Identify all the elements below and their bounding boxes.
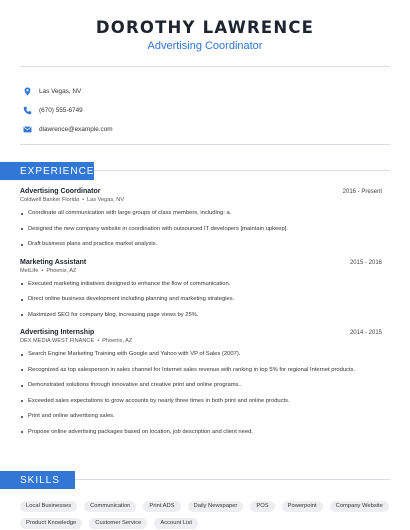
skills-list (20, 501, 390, 529)
job-dates: 2016 - Present (342, 189, 382, 195)
envelope-icon (23, 125, 32, 134)
contact-phone (20, 101, 390, 120)
phone-icon (23, 106, 32, 115)
contact-email-text: dlawrence@example.com (39, 126, 113, 133)
job-role: Advertising Internship (20, 329, 95, 336)
candidate-title: Advertising Coordinator (147, 40, 263, 52)
skill-tag: Company Website (330, 501, 389, 512)
job-bullet: Search Engine Marketing Training with Google and Yahoo with VP of Sales (2007). (20, 347, 382, 363)
job-bullet: Recognized as top salesperson in sales channel for Internet sales revenue with ranking in top 5% for regional Internet products. (20, 363, 382, 379)
location-pin-icon (23, 87, 32, 96)
experience-heading-rule (94, 170, 390, 171)
resume-header (0, 18, 410, 52)
job-company: DEX MEDIA WEST FINANCE (20, 338, 95, 344)
job-location: Phoenix, AZ (46, 267, 77, 274)
job-bullet: Draft business plans and practice market analysis. (20, 237, 382, 253)
skills-heading-rule (75, 479, 390, 480)
job-company: MetLife (20, 267, 39, 274)
job-role: Marketing Assistant (20, 258, 87, 266)
skill-tag: Account List (154, 518, 198, 529)
contact-divider (20, 144, 390, 145)
job-dates: 2014 - 2015 (349, 330, 382, 336)
contact-phone-text: (670) 555-6749 (39, 107, 83, 114)
job-role: Advertising Coordinator (20, 188, 101, 195)
job-entry: Marketing Assistant 2015 - 2016 MetLife • Phoenix, AZ Executed marketing initiatives designed to enhance the flow of communication. Direct online business development including planning and marketing strategies. Maximized SEO for company blog, increasing page views by 25%. (20, 259, 382, 324)
job-entry: Advertising Coordinator 2016 - Present Coldwell Banker Florida • Las Vegas, NV Coordinate all communication with large groups of class members, including: a. Designed the new company website in coordination with outsourced IT developers [maintain upkeep]. Draft business plans and practice market analysis. (20, 188, 382, 253)
experience-section (20, 188, 382, 446)
skill-tag: Powerpoint (282, 501, 323, 512)
contact-location (20, 82, 390, 101)
job-location: Las Vegas, NV (87, 197, 125, 203)
skills-heading: SKILLS (0, 471, 75, 489)
skill-tag: Customer Service (89, 518, 147, 529)
header-divider (20, 66, 390, 67)
job-bullet: Exceeded sales expectations to grow accounts by nearly three times in both print and online products. (20, 394, 382, 410)
skill-tag: POS (250, 501, 274, 512)
job-bullet: Print and online advertising sales. (20, 409, 382, 425)
skill-tag: Daily Newspaper (188, 501, 244, 512)
job-entry: Advertising Internship 2014 - 2015 DEX MEDIA WEST FINANCE • Phoenix, AZ Search Engine Marketing Training with Google and Yahoo with VP of Sales (2007). Recognized as top salesperson in sales channel for Internet sales revenue with ranking in top 5% for regional Internet products. Demonstrated solutions through innovative and creative print and online programs.. Exceeded sales expectations to grow accounts by nearly three times in both print and online products. Print and online advertising sales. Propose online advertising packages based on location, job description and client need. (20, 329, 382, 440)
candidate-name: DOROTHY LAWRENCE (95, 18, 315, 37)
skill-tag: Communication (84, 501, 136, 512)
job-location: Phoenix, AZ (102, 338, 133, 344)
skill-tag: Product Knowledge (20, 518, 82, 529)
job-bullet: Direct online business development including planning and marketing strategies. (20, 292, 382, 308)
contact-email (20, 120, 390, 139)
job-company: Coldwell Banker Florida (20, 197, 80, 203)
job-dates: 2015 - 2016 (349, 259, 382, 266)
skill-tag: Print ADS (143, 501, 180, 512)
job-bullet: Maximized SEO for company blog, increasing page views by 25%. (20, 308, 382, 324)
contact-location-text: Las Vegas, NV (39, 88, 82, 95)
job-bullet: Designed the new company website in coordination with outsourced IT developers [maintain upkeep]. (20, 222, 382, 238)
experience-heading: EXPERIENCE (0, 162, 94, 180)
job-bullet: Propose online advertising packages based on location, job description and client need. (20, 425, 382, 441)
job-bullet: Demonstrated solutions through innovative and creative print and online programs.. (20, 378, 382, 394)
contact-list (20, 82, 390, 139)
skill-tag: Local Businesses (20, 501, 77, 512)
job-bullet: Executed marketing initiatives designed to enhance the flow of communication. (20, 277, 382, 293)
job-bullet: Coordinate all communication with large groups of class members, including: a. (20, 206, 382, 222)
